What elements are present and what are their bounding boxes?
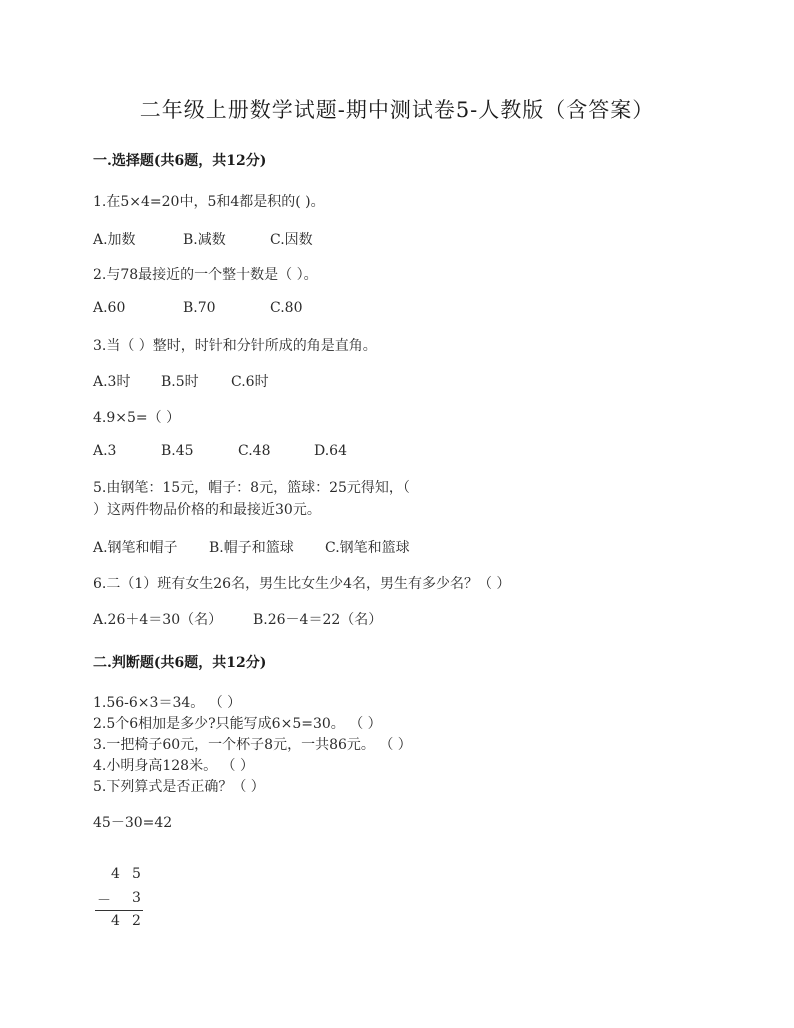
section-heading-judgement: 二.判断题(共6题，共12分) (93, 655, 267, 671)
vertical-calculation (95, 866, 155, 936)
calc-top-ones: 5 (132, 866, 141, 882)
question-3: 3.当（ ）整时，时针和分针所成的角是直角。 (93, 338, 377, 354)
judgement-item-3: 3.一把椅子60元，一个杯子8元，一共86元。 （ ） (93, 737, 412, 753)
question-6-option-a: A.26＋4＝30（名） (93, 612, 223, 628)
judgement-item-2: 2.5个6相加是多少?只能写成6×5=30。 （ ） (93, 716, 382, 732)
question-1-option-b: B.减数 (183, 232, 226, 248)
question-3-option-a: A.3时 (93, 374, 131, 390)
question-2-option-a: A.60 (93, 300, 126, 316)
calc-divider-line (95, 910, 143, 911)
question-2: 2.与78最接近的一个整十数是（ ）。 (93, 267, 318, 283)
question-4-option-a: A.3 (93, 443, 117, 459)
question-5-option-b: B.帽子和篮球 (209, 540, 294, 556)
question-6: 6.二（1）班有女生26名，男生比女生少4名，男生有多少名？（ ） (93, 576, 511, 592)
question-4-option-d: D.64 (314, 443, 347, 459)
question-5-option-c: C.钢笔和篮球 (325, 540, 410, 556)
calc-top-tens: 4 (111, 866, 120, 882)
judgement-item-5: 5.下列算式是否正确？（ ） (93, 779, 265, 795)
question-4: 4.9×5=（ ） (93, 410, 181, 426)
judgement-item-1: 1.56-6×3＝34。 （ ） (93, 695, 242, 711)
calc-result-ones: 2 (132, 913, 141, 929)
question-1-option-a: A.加数 (93, 232, 136, 248)
judgement-item-4: 4.小明身高128米。 （ ） (93, 758, 254, 774)
calc-subtrahend: 3 (132, 890, 141, 906)
equation: 45－30=42 (93, 815, 173, 831)
calc-result-tens: 4 (111, 913, 120, 929)
question-6-option-b: B.26－4＝22（名） (253, 612, 383, 628)
question-1-option-c: C.因数 (270, 232, 313, 248)
question-4-option-b: B.45 (161, 443, 194, 459)
question-3-option-c: C.6时 (231, 374, 269, 390)
calc-operator: － (97, 893, 111, 909)
question-5: 5.由钢笔：15元，帽子：8元，篮球：25元得知，（ (93, 480, 410, 496)
section-heading-choice: 一.选择题(共6题，共12分) (93, 153, 267, 169)
question-1: 1.在5×4=20中，5和4都是积的( )。 (93, 194, 325, 210)
question-2-option-b: B.70 (183, 300, 216, 316)
question-3-option-b: B.5时 (161, 374, 199, 390)
question-5-continued: ）这两件物品价格的和最接近30元。 (93, 502, 321, 518)
question-2-option-c: C.80 (270, 300, 303, 316)
page-title: 二年级上册数学试题-期中测试卷5-人教版（含答案） (139, 98, 655, 122)
question-5-option-a: A.钢笔和帽子 (93, 540, 178, 556)
question-4-option-c: C.48 (238, 443, 271, 459)
